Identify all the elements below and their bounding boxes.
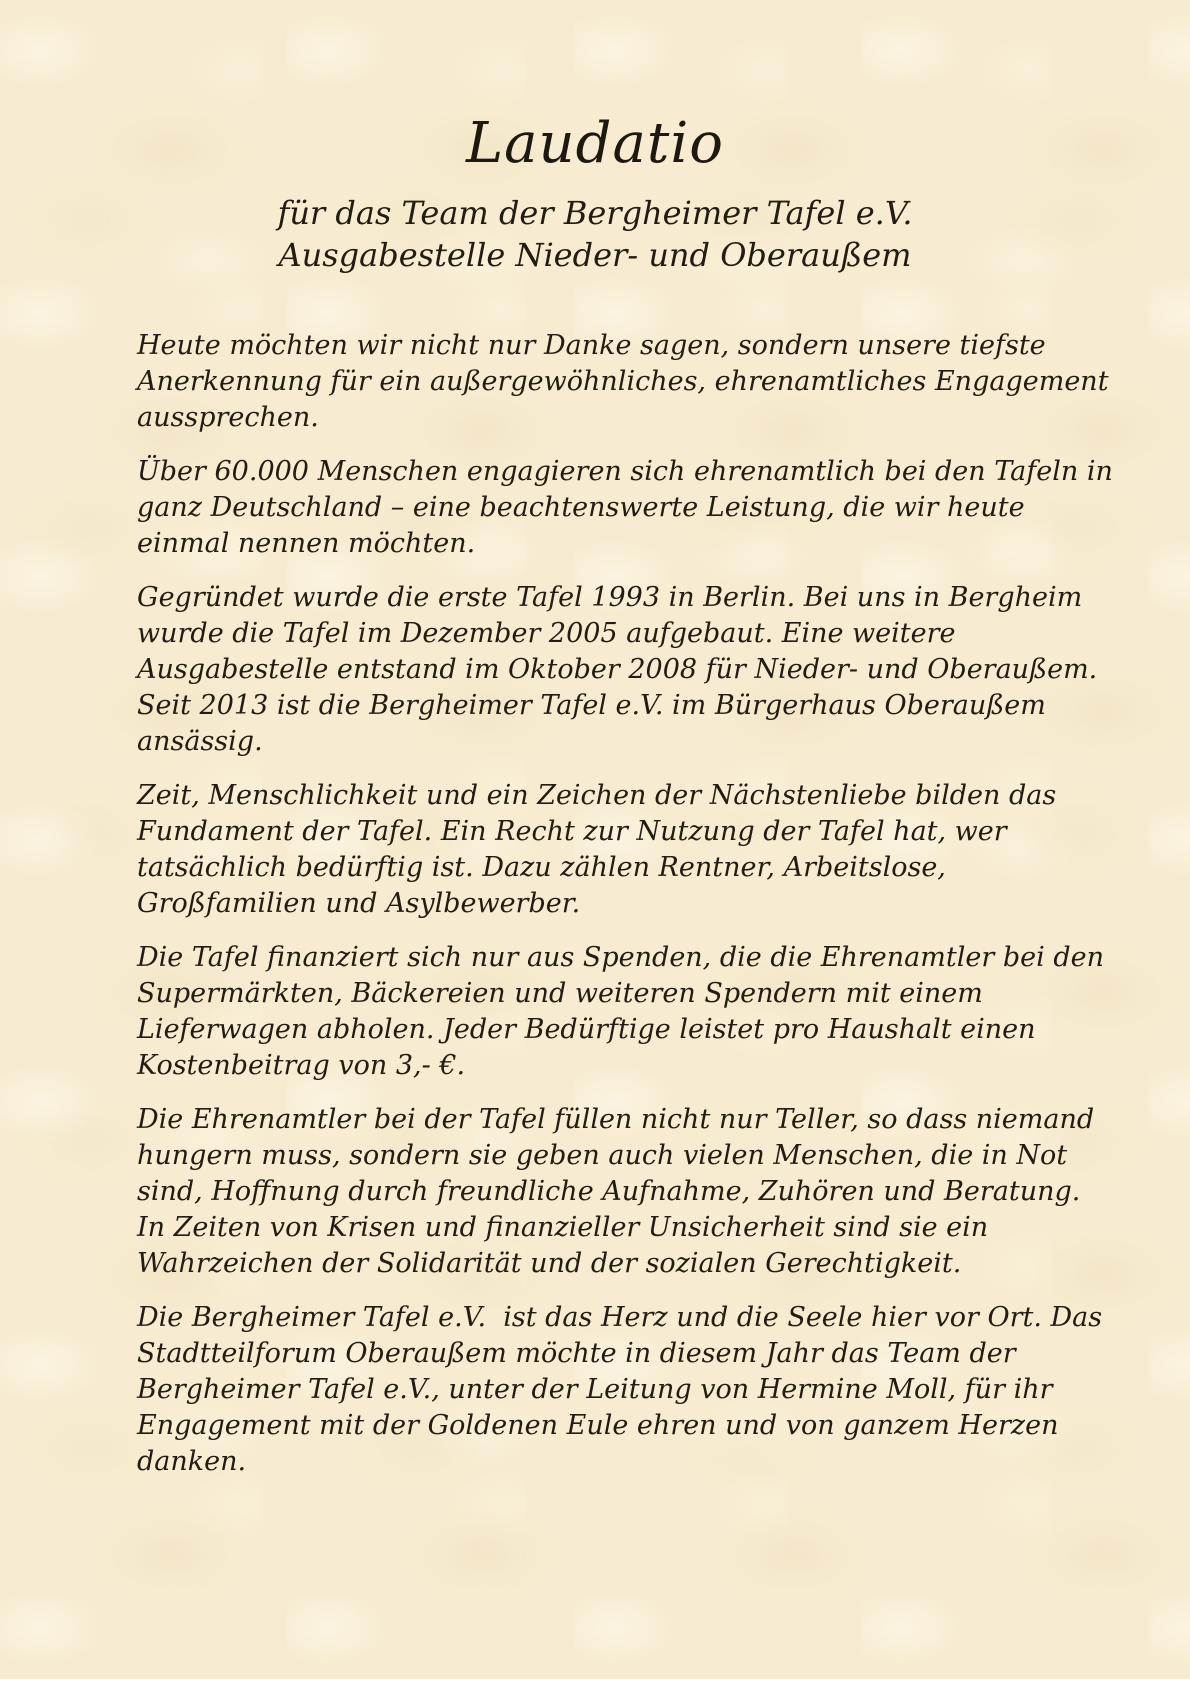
document-title: Laudatio [465, 111, 724, 176]
paragraph [137, 454, 1113, 562]
text-line: Die Ehrenamtler bei der Tafel füllen nicht nur Teller, so dass niemand [137, 1104, 1095, 1136]
paragraph [137, 778, 1087, 922]
text-line: aussprechen. [137, 402, 319, 434]
text-line: Über 60.000 Menschen engagieren sich ehrenamtlich bei den Tafeln in [137, 456, 1113, 488]
text-line: ganz Deutschland – eine beachtenswerte Leistung, die wir heute [137, 492, 1025, 524]
subtitle-line: Ausgabestelle Nieder- und Oberaußem [278, 236, 912, 275]
text-line: Fundament der Tafel. Ein Recht zur Nutzung der Tafel hat, wer [137, 816, 1007, 848]
subtitle-line: für das Team der Bergheimer Tafel e.V. [277, 194, 913, 233]
text-line: sind, Hoffnung durch freundliche Aufnahme, Zuhören und Beratung. [137, 1176, 1081, 1208]
paragraph [137, 1102, 1095, 1282]
paragraph [137, 580, 1098, 760]
paragraph [137, 1300, 1103, 1480]
text-line: ansässig. [137, 726, 263, 758]
text-line: Die Tafel finanziert sich nur aus Spenden, die die Ehrenamtler bei den [137, 942, 1104, 974]
text-line: Stadtteilforum Oberaußem möchte in diesem Jahr das Team der [137, 1338, 1016, 1370]
text-line: Lieferwagen abholen. Jeder Bedürftige leistet pro Haushalt einen [137, 1014, 1036, 1046]
text-line: einmal nennen möchten. [137, 528, 476, 560]
text-line: Wahrzeichen der Solidarität und der sozialen Gerechtigkeit. [137, 1248, 962, 1280]
text-line: wurde die Tafel im Dezember 2005 aufgebaut. Eine weitere [137, 618, 956, 650]
text-line: Supermärkten, Bäckereien und weiteren Spendern mit einem [137, 978, 983, 1010]
text-line: Großfamilien und Asylbewerber. [137, 888, 581, 920]
text-line: Kostenbeitrag von 3,- €. [137, 1050, 466, 1082]
text-line: hungern muss, sondern sie geben auch vielen Menschen, die in Not [137, 1140, 1068, 1172]
text-line: Seit 2013 ist die Bergheimer Tafel e.V. im Bürgerhaus Oberaußem [137, 690, 1046, 722]
text-line: Zeit, Menschlichkeit und ein Zeichen der Nächstenliebe bilden das [137, 780, 1057, 812]
text-line: Anerkennung für ein außergewöhnliches, ehrenamtliches Engagement [137, 366, 1109, 398]
text-line: Ausgabestelle entstand im Oktober 2008 für Nieder- und Oberaußem. [137, 654, 1098, 686]
paragraph [137, 328, 1109, 436]
text-line: In Zeiten von Krisen und finanzieller Unsicherheit sind sie ein [137, 1212, 989, 1244]
text-line: Engagement mit der Goldenen Eule ehren und von ganzem Herzen [137, 1410, 1059, 1442]
document-body [0, 328, 1190, 1480]
text-line: Bergheimer Tafel e.V., unter der Leitung von Hermine Moll, für ihr [137, 1374, 1053, 1406]
document-subtitle [0, 192, 1190, 276]
text-line: Die Bergheimer Tafel e.V. ist das Herz und die Seele hier vor Ort. Das [137, 1302, 1103, 1334]
paragraph [137, 940, 1104, 1084]
text-line: Heute möchten wir nicht nur Danke sagen, sondern unsere tiefste [137, 330, 1046, 362]
text-line: danken. [137, 1446, 247, 1478]
text-line: tatsächlich bedürftig ist. Dazu zählen Rentner, Arbeitslose, [137, 852, 946, 884]
text-line: Gegründet wurde die erste Tafel 1993 in Berlin. Bei uns in Bergheim [137, 582, 1083, 614]
page-bottom-edge [0, 1679, 1190, 1683]
